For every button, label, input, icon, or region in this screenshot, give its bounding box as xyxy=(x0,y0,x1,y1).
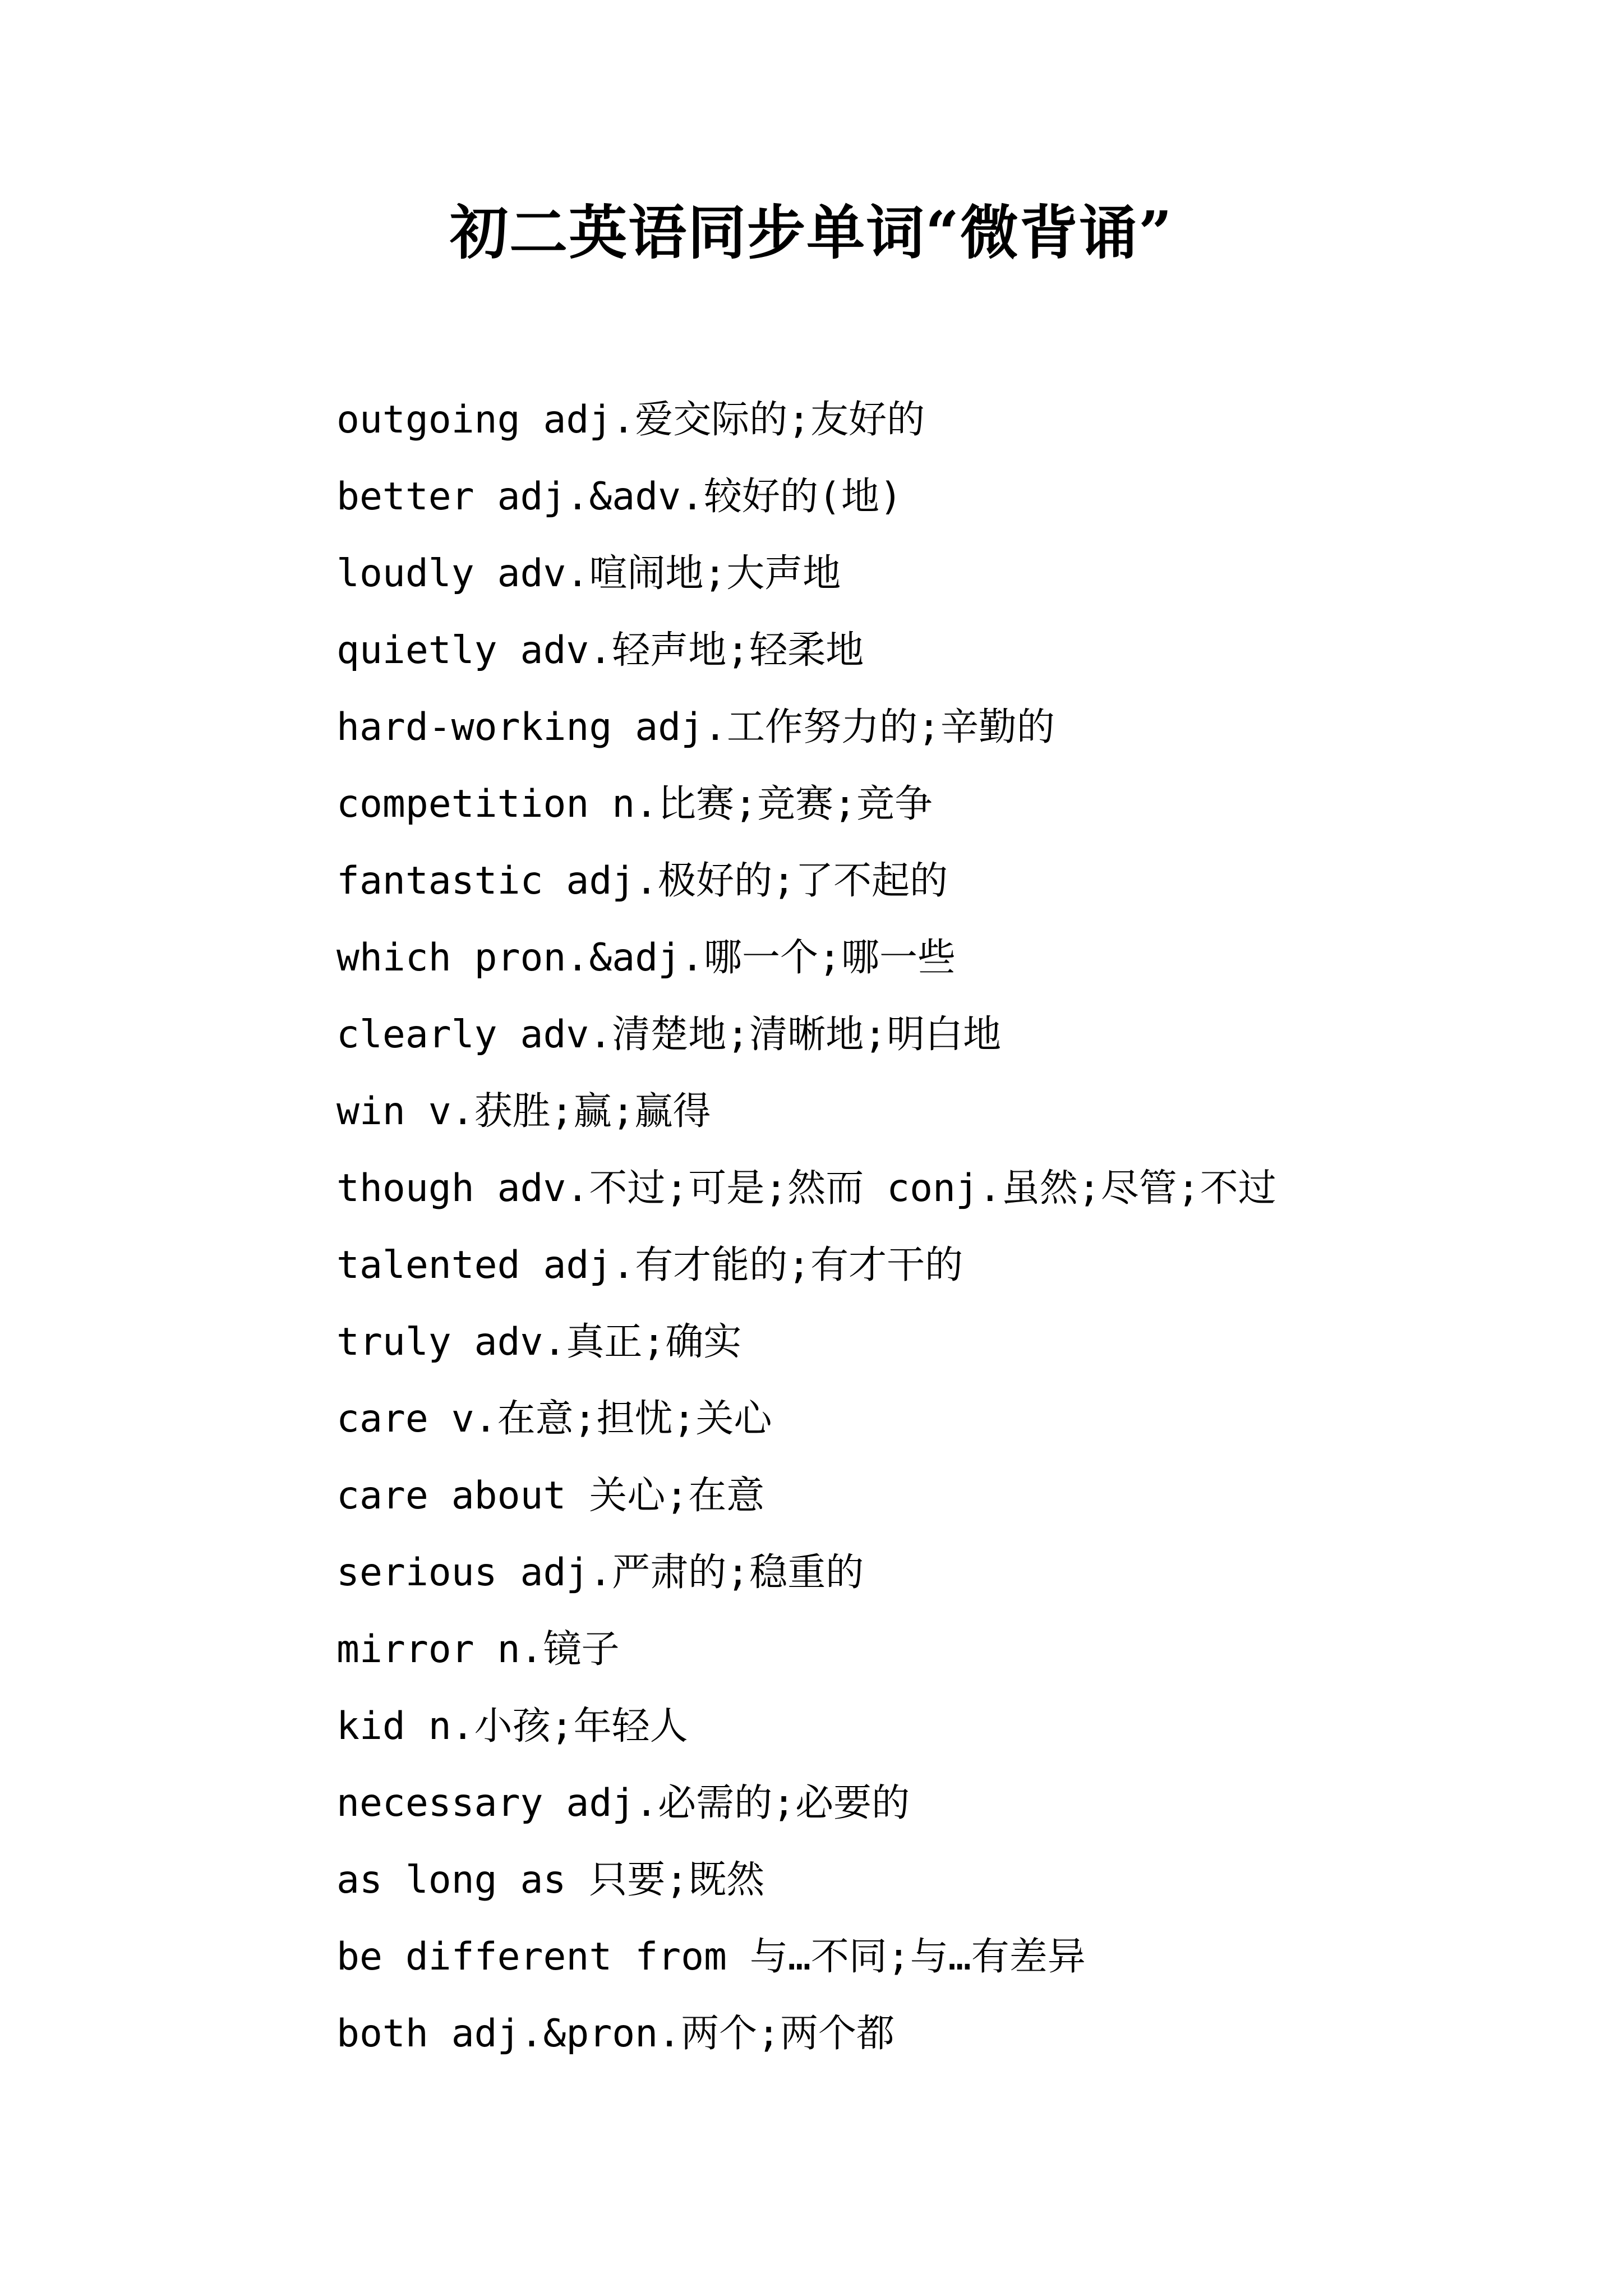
vocabulary-entry: fantastic adj.极好的;了不起的 xyxy=(336,859,948,903)
vocabulary-entry: win v.获胜;赢;赢得 xyxy=(336,1089,711,1134)
vocabulary-entry: mirror n.镜子 xyxy=(336,1627,620,1672)
vocabulary-entry: hard-working adj.工作努力的;辛勤的 xyxy=(336,705,1055,749)
vocabulary-list xyxy=(336,381,1276,2072)
document-title: 初二英语同步单词“微背诵” xyxy=(450,198,1173,267)
vocabulary-entry: though adv.不过;可是;然而 conj.虽然;尽管;不过 xyxy=(336,1166,1276,1211)
vocabulary-entry: necessary adj.必需的;必要的 xyxy=(336,1781,910,1825)
vocabulary-entry: truly adv.真正;确实 xyxy=(336,1320,742,1364)
vocabulary-entry: talented adj.有才能的;有才干的 xyxy=(336,1243,963,1287)
vocabulary-entry: care about 关心;在意 xyxy=(336,1474,765,1518)
vocabulary-entry: competition n.比赛;竞赛;竞争 xyxy=(336,782,933,826)
vocabulary-entry: outgoing adj.爱交际的;友好的 xyxy=(336,398,925,442)
vocabulary-entry: serious adj.严肃的;稳重的 xyxy=(336,1550,864,1595)
vocabulary-entry: which pron.&adj.哪一个;哪一些 xyxy=(336,936,956,980)
vocabulary-entry: better adj.&adv.较好的(地) xyxy=(336,475,902,519)
vocabulary-entry: quietly adv.轻声地;轻柔地 xyxy=(336,628,864,673)
vocabulary-entry: kid n.小孩;年轻人 xyxy=(336,1704,688,1749)
vocabulary-entry: care v.在意;担忧;关心 xyxy=(336,1397,772,1441)
vocabulary-entry: as long as 只要;既然 xyxy=(336,1858,765,1902)
vocabulary-entry: both adj.&pron.两个;两个都 xyxy=(336,2012,895,2056)
vocabulary-entry: loudly adv.喧闹地;大声地 xyxy=(336,551,841,596)
vocabulary-entry: clearly adv.清楚地;清晰地;明白地 xyxy=(336,1013,1002,1057)
vocabulary-entry: be different from 与…不同;与…有差异 xyxy=(336,1935,1086,1979)
